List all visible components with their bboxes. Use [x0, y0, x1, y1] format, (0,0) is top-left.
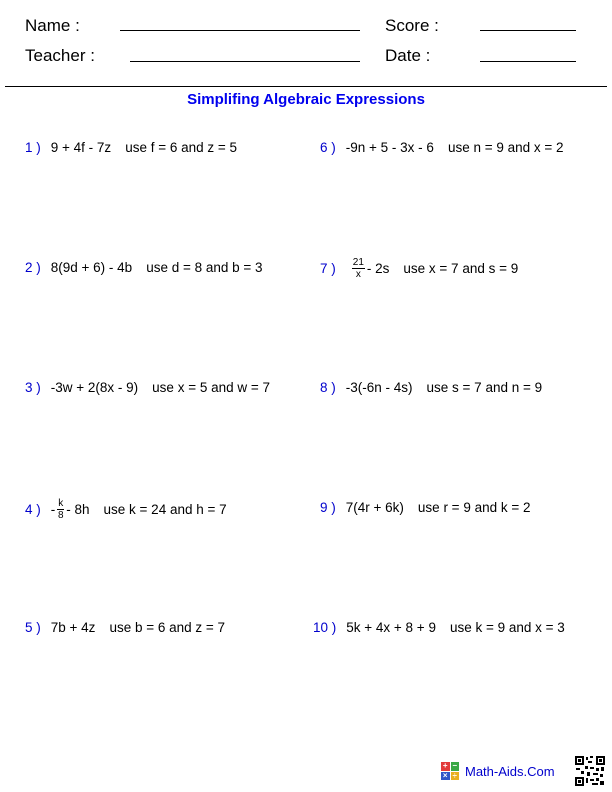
- problem-number: 8 ): [320, 379, 336, 395]
- problem-10: [313, 617, 565, 637]
- problem-number: 9 ): [320, 499, 336, 515]
- date-field-line[interactable]: [480, 61, 576, 62]
- problem-instruction: use x = 7 and s = 9: [403, 260, 519, 276]
- times-icon: ×: [442, 770, 448, 780]
- problem-instruction: use b = 6 and z = 7: [109, 619, 226, 635]
- fraction-numerator: k: [58, 497, 64, 509]
- problem-number: 5 ): [25, 619, 41, 635]
- problem-expression: [350, 257, 390, 280]
- name-label: Name :: [25, 16, 80, 35]
- problem-expression: -3(-6n - 4s): [345, 379, 413, 395]
- problem-expression: -9n + 5 - 3x - 6: [345, 139, 434, 155]
- problem-3: [25, 377, 270, 397]
- divide-icon: ÷: [451, 772, 460, 781]
- math-aids-logo-icon: [441, 762, 459, 780]
- qr-code-icon: [575, 756, 605, 786]
- problem-2: [25, 257, 263, 277]
- fraction-denominator: 8: [57, 509, 64, 521]
- score-label: Score :: [385, 16, 439, 35]
- problem-instruction: use s = 7 and n = 9: [426, 379, 543, 395]
- problem-expression: -3w + 2(8x - 9): [50, 379, 139, 395]
- problem-instruction: use d = 8 and b = 3: [146, 259, 263, 275]
- fraction: [57, 498, 64, 521]
- problem-4: [25, 497, 227, 521]
- problem-expression: 5k + 4x + 8 + 9: [346, 619, 436, 635]
- expression-suffix: - 8h: [66, 501, 90, 517]
- brand-link[interactable]: Math-Aids.Com: [465, 764, 555, 779]
- minus-icon: −: [452, 761, 458, 771]
- problem-instruction: use n = 9 and x = 2: [447, 139, 564, 155]
- score-field-line[interactable]: [480, 30, 576, 31]
- teacher-label: Teacher :: [25, 46, 95, 65]
- problem-instruction: use k = 24 and h = 7: [103, 501, 227, 517]
- expression-prefix: -: [50, 501, 56, 517]
- problem-expression: 8(9d + 6) - 4b: [50, 259, 133, 275]
- problem-number: 1 ): [25, 139, 41, 155]
- problem-instruction: use r = 9 and k = 2: [417, 499, 531, 515]
- problem-1: [25, 137, 237, 157]
- date-label: Date :: [385, 46, 431, 65]
- problem-number: 6 ): [320, 139, 336, 155]
- problem-number: 10 ): [313, 619, 337, 635]
- fraction: [352, 257, 365, 280]
- problem-6: [320, 137, 564, 157]
- problem-number: 4 ): [25, 501, 41, 517]
- problem-expression: 7b + 4z: [50, 619, 96, 635]
- problem-instruction: use f = 6 and z = 5: [125, 139, 238, 155]
- problem-number: 3 ): [25, 379, 41, 395]
- problem-9: [320, 497, 531, 517]
- problem-instruction: use k = 9 and x = 3: [449, 619, 565, 635]
- header-divider: [5, 86, 607, 87]
- problem-expression: 9 + 4f - 7z: [50, 139, 112, 155]
- name-field-line[interactable]: [120, 30, 360, 31]
- fraction-denominator: x: [355, 268, 361, 280]
- problem-number: 2 ): [25, 259, 41, 275]
- teacher-field-line[interactable]: [130, 61, 360, 62]
- problem-7: [320, 255, 518, 281]
- worksheet-title: Simplifing Algebraic Expressions: [187, 91, 425, 108]
- problem-number: 7 ): [320, 260, 336, 276]
- problem-5: [25, 617, 225, 637]
- expression-suffix: - 2s: [366, 260, 390, 276]
- problem-expression: [51, 498, 90, 521]
- problem-8: [320, 377, 542, 397]
- fraction-numerator: 21: [352, 256, 364, 268]
- problem-instruction: use x = 5 and w = 7: [152, 379, 271, 395]
- plus-icon: +: [442, 761, 448, 771]
- problem-expression: 7(4r + 6k): [345, 499, 404, 515]
